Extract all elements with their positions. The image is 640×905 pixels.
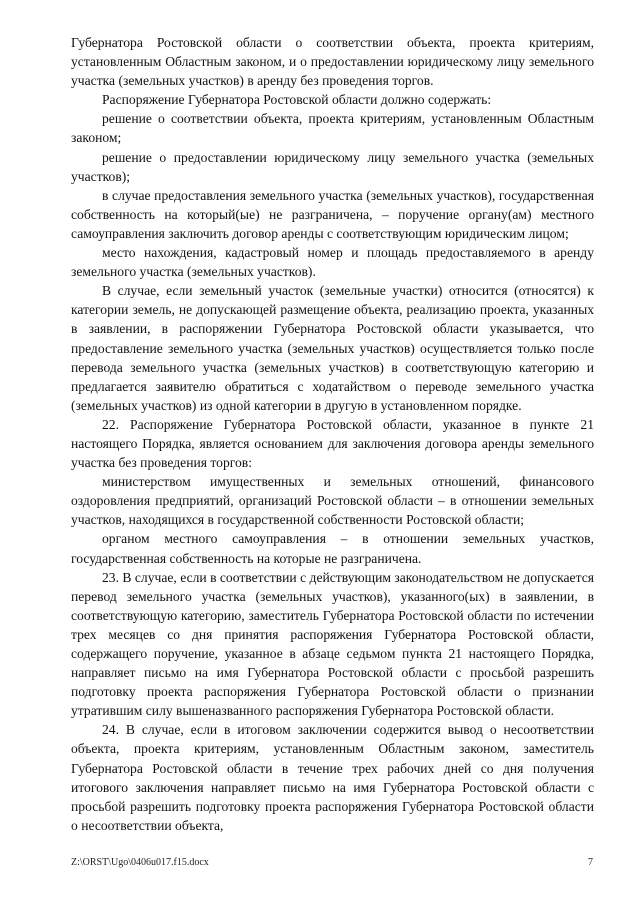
paragraph: органом местного самоуправления – в отношении земельных участков, государственная собственность на которые не разграничена. xyxy=(71,531,594,566)
paragraph: решение о соответствии объекта, проекта критериям, установленным Областным законом; xyxy=(71,111,594,146)
page-number: 7 xyxy=(588,857,593,868)
document-body xyxy=(71,33,594,835)
paragraph-item-24: 24. В случае, если в итоговом заключении содержится вывод о несоответствии объекта, проекта критериям, установленным Областным законом, заместитель Губернатора Ростовской области в течение трех рабочих дней со дня получения итогового заключения направляет письмо на имя Губернатора Ростовской области с просьбой разрешить подготовку проекта распоряжения Губернатора Ростовской области о несоответствии объекта, xyxy=(71,722,594,833)
paragraph: решение о предоставлении юридическому лицу земельного участка (земельных участков); xyxy=(71,149,594,184)
paragraph: Губернатора Ростовской области о соответствии объекта, проекта критериям, установленным Областным законом, и о предоставлении юридическому лицу земельного участка (земельных участков) в аренду без проведения торгов. xyxy=(71,35,594,89)
paragraph: в случае предоставления земельного участка (земельных участков), государственная собственность на который(ые) не разграничена, – поручение органу(ам) местного самоуправления заключить договор аренды с соответствующим юридическим лицом; xyxy=(71,187,594,241)
footer-file-path: Z:\ORST\Ugo\0406u017.f15.docx xyxy=(71,857,209,868)
paragraph-item-23: 23. В случае, если в соответствии с действующим законодательством не допускается перевод земельного участка (земельных участков), указанного(ых) в заявлении, в соответствующую категорию, заместитель Губернатора Ростовской области по истечении трех месяцев со дня принятия распоряжения Губернатора Ростовской области, содержащего поручение, указанное в абзаце седьмом пункта 21 настоящего Порядка, направляет письмо на имя Губернатора Ростовской области с просьбой разрешить подготовку проекта распоряжения Губернатора Ростовской области о признании утратившим силу вышеназванного распоряжения Губернатора Ростовской области. xyxy=(71,569,594,719)
paragraph: место нахождения, кадастровый номер и площадь предоставляемого в аренду земельного участка (земельных участков). xyxy=(71,245,594,280)
paragraph-item-22: 22. Распоряжение Губернатора Ростовской области, указанное в пункте 21 настоящего Порядка, является основанием для заключения договора аренды земельного участка без проведения торгов: xyxy=(71,416,594,471)
paragraph: Распоряжение Губернатора Ростовской области должно содержать: xyxy=(102,92,492,108)
paragraph: В случае, если земельный участок (земельные участки) относится (относятся) к категории земель, не допускающей размещение объекта, реализацию проекта, указанных в заявлении, в распоряжении Губернатора Ростовской области указывается, что предоставление земельного участка (земельных участков) осуществляется только после перевода земельного участка (земельных участков) в соответствующую категорию и предлагается заявителю обратиться с ходатайством о переводе земельного участка (земельных участков) из одной категории в другую в установленном порядке. xyxy=(71,283,594,413)
paragraph: министерством имущественных и земельных отношений, финансового оздоровления предприятий, организаций Ростовской области – в отношении земельных участков, находящихся в государственной собственности Ростовской области; xyxy=(71,474,594,528)
